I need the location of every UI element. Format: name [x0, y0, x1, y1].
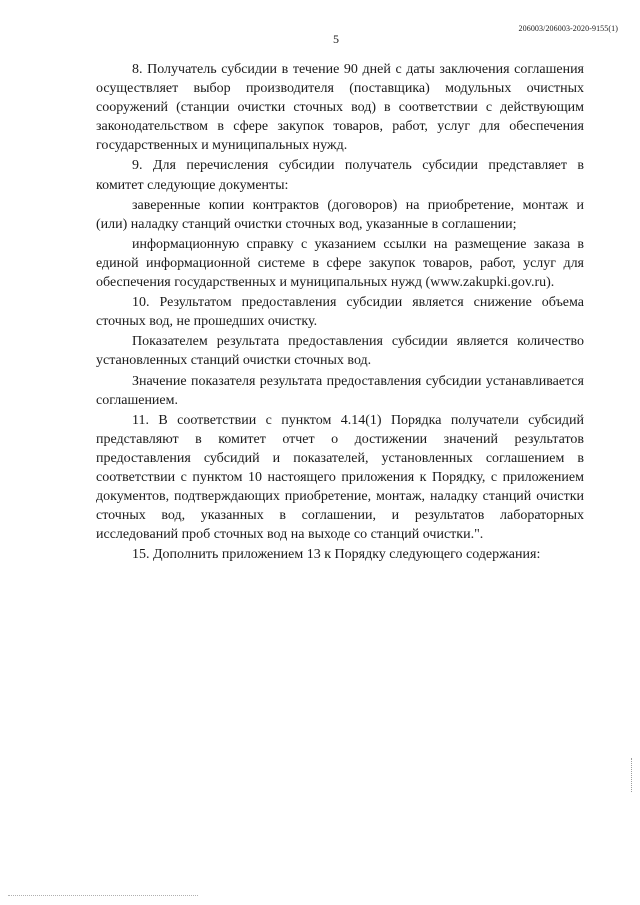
- page-number: 5: [333, 32, 339, 46]
- paragraph-info-reference: информационную справку с указанием ссылки на размещение заказа в единой информационной системе в сфере закупок товаров, работ, услуг для обеспечения государственных и муниципальных нужд (www.zakupki.gov.ru).: [96, 236, 584, 291]
- paragraph-item-9: 9. Для перечисления субсидии получатель субсидии представляет в комитет следующие документы:: [96, 158, 584, 193]
- paragraph-indicator: Показателем результата предоставления субсидии является количество установленных станций очистки сточных вод.: [96, 334, 584, 369]
- document-code: 206003/206003-2020-9155(1): [518, 24, 618, 33]
- paragraph-contract-copies: заверенные копии контрактов (договоров) на приобретение, монтаж и (или) наладку станций очистки сточных вод, указанные в соглашении;: [96, 197, 584, 232]
- paragraph-item-15: 15. Дополнить приложением 13 к Порядку следующего содержания:: [132, 547, 541, 563]
- paragraph-item-8: 8. Получатель субсидии в течение 90 дней с даты заключения соглашения осуществляет выбор производителя (поставщика) модульных очистных сооружений (станции очистки сточных вод) в соответствии с действующим законодательством в сфере закупок товаров, работ, услуг для обеспечения государственных и муниципальных нужд.: [96, 62, 584, 154]
- scan-bottom-marks: [8, 895, 198, 897]
- paragraph-indicator-value: Значение показателя результата предоставления субсидии устанавливается соглашением.: [96, 373, 584, 408]
- paragraph-item-10: 10. Результатом предоставления субсидии является снижение объема сточных вод, не прошедших очистку.: [96, 295, 584, 330]
- scan-edge-marks: [631, 758, 634, 792]
- paragraph-item-11: 11. В соответствии с пунктом 4.14(1) Порядка получатели субсидий представляют в комитет отчет о достижении значений результатов предоставления субсидий и показателей, установленных соглашением в соответствии с пунктом 10 настоящего приложения к Порядку, с приложением документов, подтверждающих приобретение, монтаж, наладку станций очистки сточных вод, указанных в соглашении, и результатов лабораторных исследований проб сточных вод на выходе со станций очистки.".: [96, 412, 584, 543]
- document-body: [96, 60, 584, 565]
